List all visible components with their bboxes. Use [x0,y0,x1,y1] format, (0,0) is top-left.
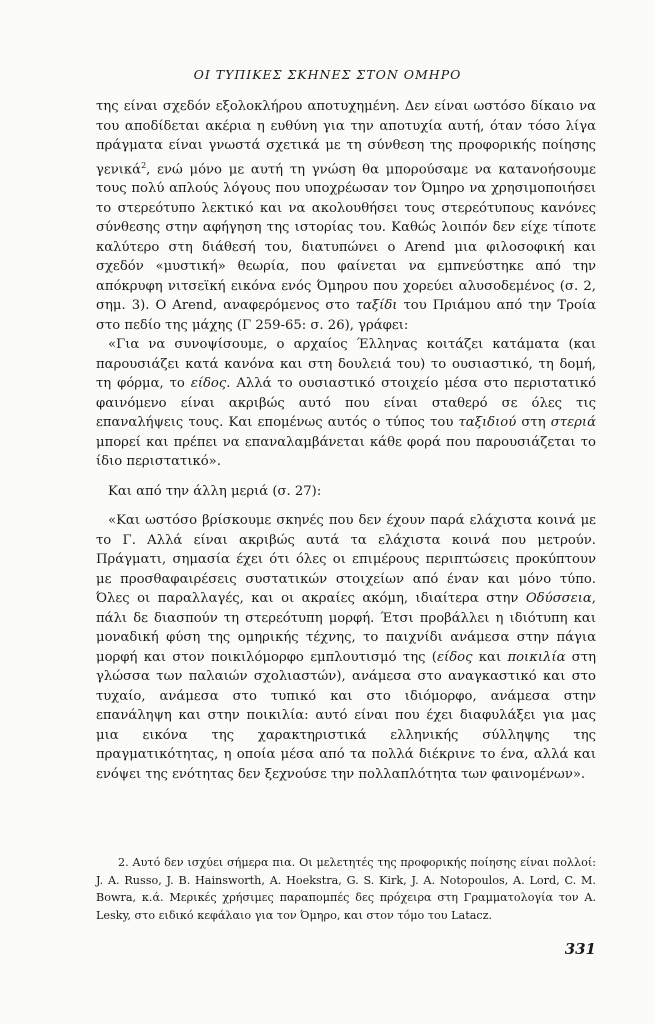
italic-term: είδος [190,376,227,392]
text-run: «Για να συνοψίσουμε, ο αρχαίος Έλληνας κοιτάζει κατάματα (και παρουσιάζει κατά κανόνα και στη δουλειά του) το ουσιαστικό, τη δομή, τη φόρμα, το [96,337,596,392]
footnote-2: 2. Αυτό δεν ισχύει σήμερα πια. Οι μελετητές της προφορικής ποίησης είναι πολλοί: J. A. Russo, J. B. Hainsworth, A. Hoekstra, G. S. Kirk, J. A. Notopoulos, A. Lord, C. M. Bowra, κ.ά. Μερικές χρήσιμες παραπομπές δες πρόχειρα στη Γραμματολογία τον A. Lesky, στο ειδικό κεφάλαιο για τον Όμηρο, και στον τόμο του Latacz. [96,856,596,922]
text-run: και [472,649,508,665]
text-run: «Και ωστόσο βρίσκουμε σκηνές που δεν έχουν παρά ελάχιστα κοινά με το Γ. Αλλά είναι ακριβώς αυτά τα ελάχιστα κοινά που μετρούν. Πράγματι, σημασία έχει ότι όλες οι επιμέρους περιπτώσεις προκύπτουν με προσθαφαιρέσεις συστατικών στοιχείων από έναν και μόνο τύπο. Όλες οι παραλλαγές, και οι ακραίες ακόμη, ιδιαίτερα στην [96,513,596,607]
italic-term: Οδύσσεια [525,591,592,607]
main-text [96,97,596,784]
text-run: στη γλώσσα των παλαιών σχολιαστών), ανάμεσα στο αναγκαστικό και στο τυχαίο, ανάμεσα στο τυπικό και στο ιδιόμορφο, ανάμεσα στην επανάληψη και στην ποικιλία: αυτό είναι που έχει διαφυλάξει για μας μια εικόνα της χαρακτηριστικά ελληνικής σύλληψης της πραγματικότητας, η οποία μέσα από τα πολλά διέκρινε το ένα, αλλά και ενόψει της ενότητας δεν ξεχνούσε την πολλαπλότητα των φαινομένων». [96,649,597,782]
italic-term: ποικιλία [507,649,566,665]
text-run: μπορεί και πρέπει να επαναλαμβάνεται κάθε φορά που παρουσιάζεται το ίδιο περιστατικό». [96,434,596,470]
paragraph-2: Και από την άλλη μεριά (σ. 27): [108,483,322,499]
text-run: του Πριάμου από την Τροία στο πεδίο της μάχης (Γ 259-65: σ. 26), γράφει: [96,298,596,333]
italic-term: στεριά [550,415,596,431]
italic-term: ταξίδι [355,298,398,314]
footnotes [96,854,596,924]
italic-term: είδος [436,649,473,665]
text-run: , ενώ μόνο με αυτή τη γνώση θα μπορούσαμε να κατανοήσουμε τους πολύ απλούς λόγους που υποχρέωσαν τον Όμηρο να χρησιμοποιήσει το στερεότυπο λεκτικό και να ακολουθήσει τους στερεότυπους κανόνες σύνθεσης στην αφήγηση της ιστορίας του. Καθώς λοιπόν δεν είχε τίποτε καλύτερο στη διάθεσή του, διατυπώνει ο Arend μια φιλοσοφική και σχεδόν «μυστική» θεωρία, που φαίνεται να εμπνεύστηκε από την απόκρυφη νιτσεϊκή εικόνα ενός Όμηρου που χορεύει αλυσοδεμένος (σ. 2, σημ. 3). Ο Arend, αναφερόμενος στο [96,161,596,314]
running-header: ΟΙ ΤΥΠΙΚΕΣ ΣΚΗΝΕΣ ΣΤΟΝ ΟΜΗΡΟ [193,67,462,82]
italic-term: ταξιδιού [458,415,517,431]
text-run: , πάλι δε διασπούν τη στερεότυπη μορφή. Έτσι προβάλλει η ιδιότυπη και μοναδική φύση της ομηρικής τέχνης, το παιχνίδι ανάμεσα στην πάγια μορφή και στον ποικιλόμορφο εμπλουτισμό της ( [96,591,596,665]
page-number: 331 [564,940,596,958]
footnote-marker: 2 [141,160,147,170]
quotation-2 [96,511,596,784]
paragraph-1 [96,97,596,335]
text-run: της είναι σχεδόν εξολοκλήρου αποτυχημένη. Δεν είναι ωστόσο δίκαιο να του αποδίδεται ακέρια η ευθύνη για την αποτυχία αυτή, όταν τόσο λίγα πράγματα είναι γνωστά σχετικά με τη σύνθεση της προφορικής ποίησης γενικά [96,99,596,177]
quotation-1 [96,335,596,472]
text-run: στη [516,415,551,431]
text-run: . Αλλά το ουσιαστικό στοιχείο μέσα στο περιστατικό φαινόμενο είναι ακριβώς αυτό που είναι σταθερό σε όλες τις επαναλήψεις τους. Και επομένως αυτός ο τύπος του [96,376,597,431]
